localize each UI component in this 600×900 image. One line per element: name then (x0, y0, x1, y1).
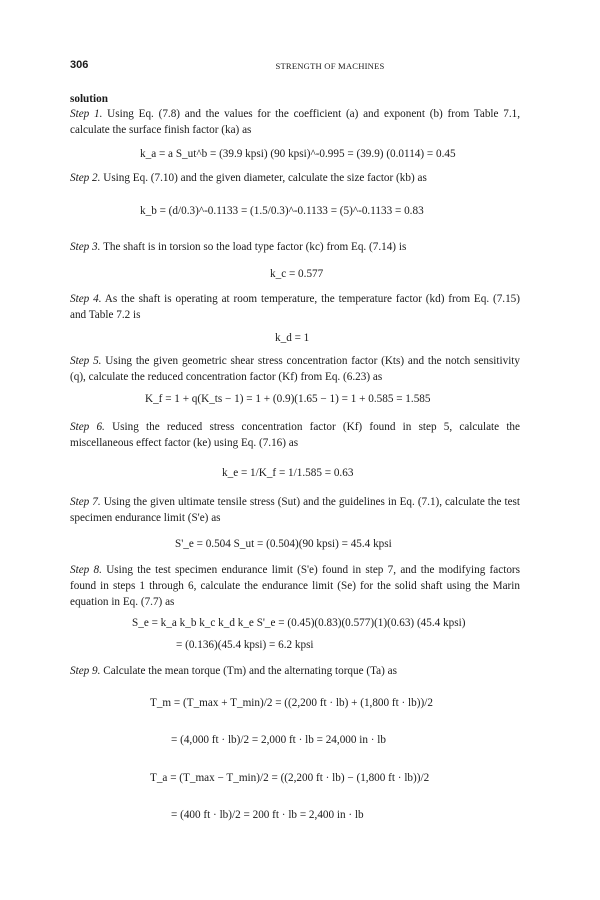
tm-equation-line-2: = (4,000 ft · lb)/2 = 2,000 ft · lb = 24,000 in · lb (171, 734, 386, 746)
step-4-equation: k_d = 1 (275, 332, 310, 344)
step-6 (70, 419, 520, 451)
step-5-label: Step 5. (70, 355, 102, 367)
step-8-equation-line-2: = (0.136)(45.4 kpsi) = 6.2 kpsi (176, 639, 314, 651)
step-3-text: The shaft is in torsion so the load type factor (kc) from Eq. (7.14) is (103, 241, 407, 253)
ta-equation-line-1: T_a = (T_max − T_min)/2 = ((2,200 ft · lb) − (1,800 ft · lb))/2 (150, 772, 430, 784)
step-6-equation: k_e = 1/K_f = 1/1.585 = 0.63 (222, 467, 354, 479)
ta-equation-line-2: = (400 ft · lb)/2 = 200 ft · lb = 2,400 in · lb (171, 809, 364, 821)
step-8-equation-line-1: S_e = k_a k_b k_c k_d k_e S'_e = (0.45)(0.83)(0.577)(1)(0.63) (45.4 kpsi) (132, 617, 466, 629)
step-5 (70, 353, 520, 385)
step-9 (70, 663, 520, 679)
step-7-equation: S'_e = 0.504 S_ut = (0.504)(90 kpsi) = 45.4 kpsi (175, 538, 392, 550)
step-8-label: Step 8. (70, 564, 102, 576)
step-2-equation: k_b = (d/0.3)^-0.1133 = (1.5/0.3)^-0.1133 = (5)^-0.1133 = 0.83 (140, 205, 424, 217)
step-8-text: Using the test specimen endurance limit (S'e) found in step 7, and the modifying factors found in steps 1 through 6, calculate the endurance limit (Se) for the solid shaft using the Marin equation in Eq. (7.7) as (70, 564, 520, 608)
step-9-text: Calculate the mean torque (Tm) and the alternating torque (Ta) as (103, 665, 397, 677)
tm-equation-line-1: T_m = (T_max + T_min)/2 = ((2,200 ft · lb) + (1,800 ft · lb))/2 (150, 697, 433, 709)
step-3-equation: k_c = 0.577 (270, 268, 324, 280)
step-1-equation: k_a = a S_ut^b = (39.9 kpsi) (90 kpsi)^-0.995 = (39.9) (0.0114) = 0.45 (140, 148, 456, 160)
step-2-label: Step 2. (70, 172, 101, 184)
step-1 (70, 106, 520, 138)
step-9-label: Step 9. (70, 665, 101, 677)
page-number: 306 (70, 59, 89, 71)
step-3-label: Step 3. (70, 241, 101, 253)
step-7-label: Step 7. (70, 496, 101, 508)
step-6-label: Step 6. (70, 421, 105, 433)
running-title: STRENGTH OF MACHINES (275, 61, 385, 71)
step-6-text: Using the reduced stress concentration factor (Kf) found in step 5, calculate the miscellaneous effect factor (ke) using Eq. (7.16) as (70, 421, 520, 449)
step-2-text: Using Eq. (7.10) and the given diameter, calculate the size factor (kb) as (103, 172, 427, 184)
step-5-text: Using the given geometric shear stress concentration factor (Kts) and the notch sensitivity (q), calculate the reduced concentration factor (Kf) from Eq. (6.23) as (70, 355, 521, 383)
step-7 (70, 494, 520, 526)
step-5-equation: K_f = 1 + q(K_ts − 1) = 1 + (0.9)(1.65 − 1) = 1 + 0.585 = 1.585 (145, 393, 431, 405)
step-7-text: Using the given ultimate tensile stress (Sut) and the guidelines in Eq. (7.1), calculate the test specimen endurance limit (S'e) as (70, 496, 521, 524)
step-1-text: Using Eq. (7.8) and the values for the coefficient (a) and exponent (b) from Table 7.1, calculate the surface finish factor (ka) as (70, 108, 521, 136)
step-4-text: As the shaft is operating at room temperature, the temperature factor (kd) from Eq. (7.15) and Table 7.2 is (70, 293, 521, 321)
step-4 (70, 291, 520, 323)
step-3 (70, 239, 520, 255)
solution-heading: solution (70, 93, 108, 105)
step-1-label: Step 1. (70, 108, 103, 120)
step-4-label: Step 4. (70, 293, 102, 305)
step-2 (70, 170, 520, 186)
step-8 (70, 562, 520, 610)
